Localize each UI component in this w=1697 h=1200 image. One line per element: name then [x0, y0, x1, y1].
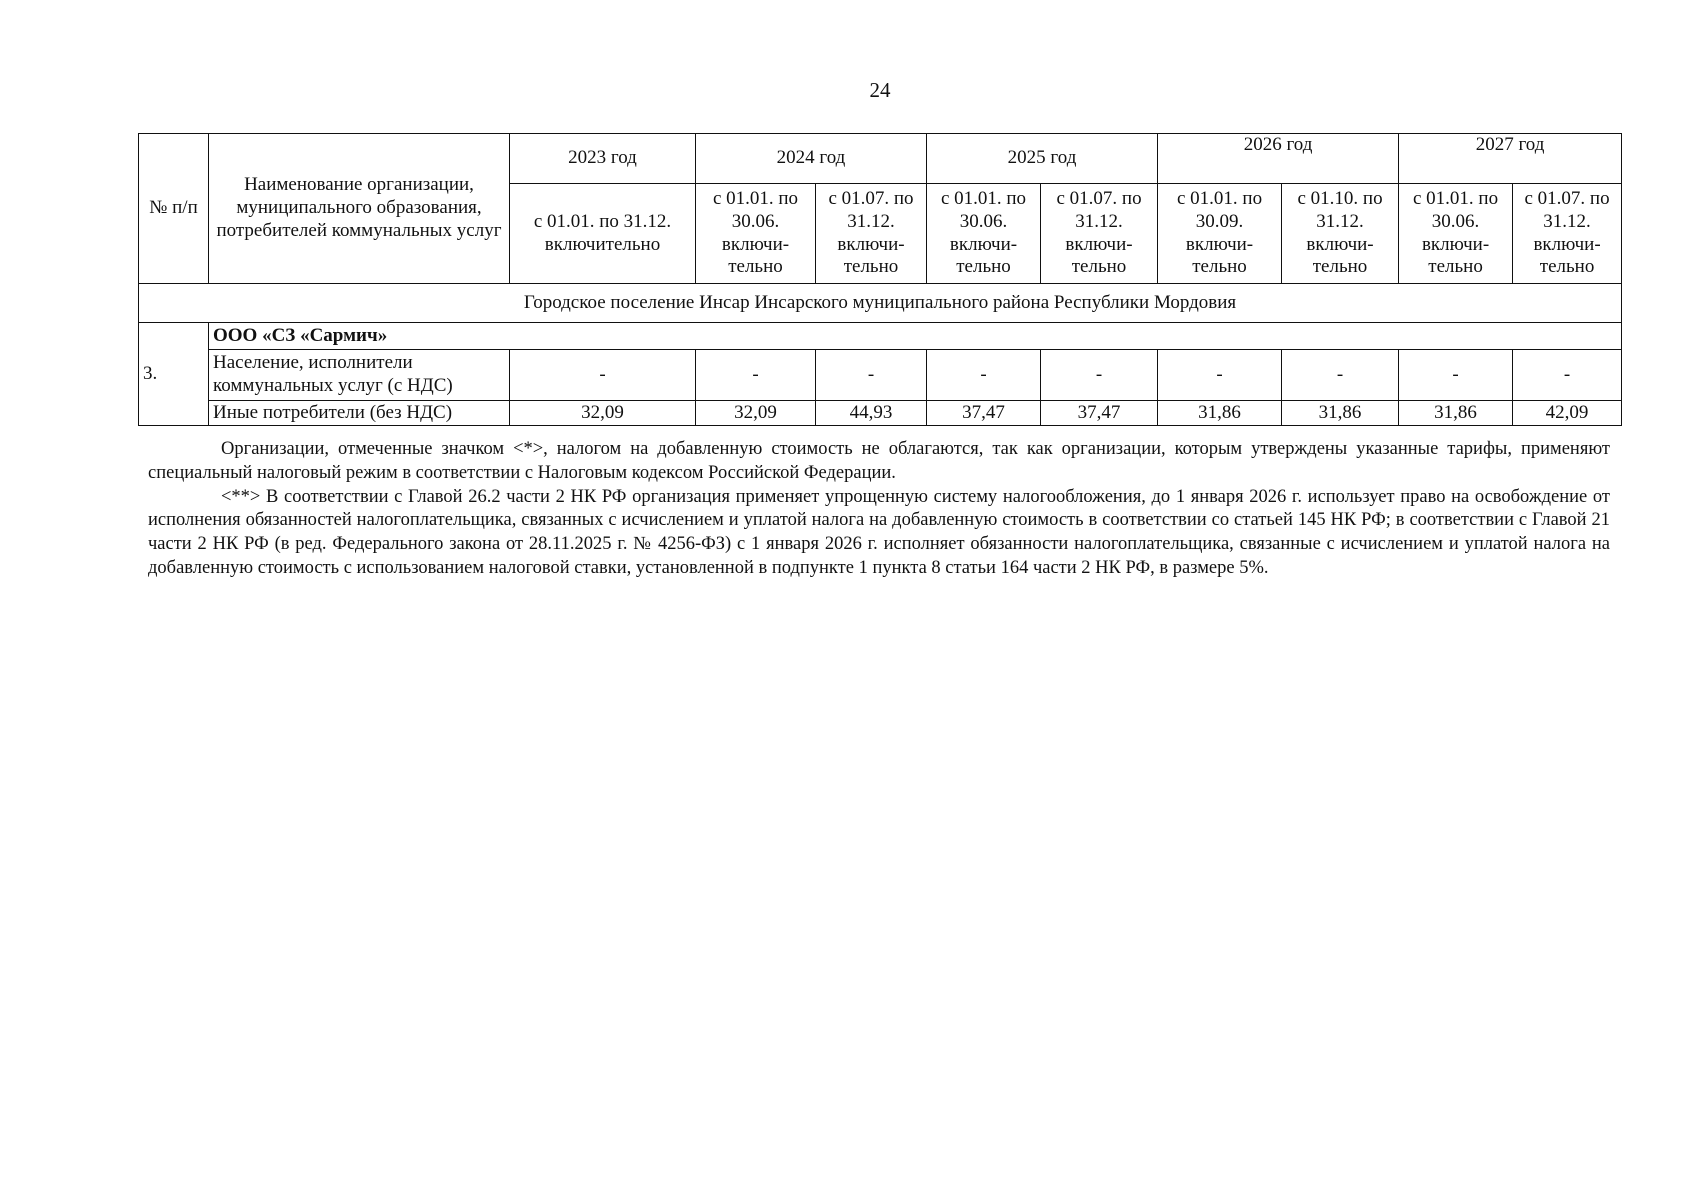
organization-name: ООО «СЗ «Сармич» [209, 323, 1622, 350]
period-header: с 01.01. по 31.12. включительно [510, 184, 696, 284]
footnote-simplified-tax: <**> В соответствии с Главой 26.2 части 2 НК РФ организация применяет упрощенную систему налогообложения, до 1 января 2026 г. использует право на освобождение от исполнения обязанностей налогоплательщика, связанных с исчислением и уплатой налога на добавленную стоимость в соответствии со статьей 145 НК РФ; в соответствии с Главой 21 части 2 НК РФ (в ред. Федерального закона от 28.11.2025 г. № 4256-ФЗ) с 1 января 2026 г. исполняет обязанности налогоплательщика, связанные с исчислением и уплатой налога на добавленную стоимость с использованием налоговой ставки, установленной в подпункте 1 пункта 8 статьи 164 части 2 НК РФ, в размере 5%. [148, 486, 1610, 578]
period-header: с 01.07. по 31.12. включи-тельно [1513, 184, 1622, 284]
tariff-value: 31,86 [1158, 401, 1282, 426]
year-header-2024: 2024 год [696, 134, 927, 184]
tariff-value: - [1041, 350, 1158, 401]
tariff-value: 37,47 [1041, 401, 1158, 426]
period-header: с 01.07. по 31.12. включи-тельно [1041, 184, 1158, 284]
year-header-2026: 2026 год [1158, 134, 1399, 184]
period-header: с 01.01. по 30.06. включи-тельно [927, 184, 1041, 284]
tariff-value: - [1158, 350, 1282, 401]
col-name-header: Наименование организации, муниципального образования, потребителей коммунальных услуг [209, 134, 510, 284]
region-row [139, 284, 1622, 323]
tariff-value: - [927, 350, 1041, 401]
tariff-table [138, 133, 1622, 426]
tariff-value: 31,86 [1282, 401, 1399, 426]
year-header-2027: 2027 год [1399, 134, 1622, 184]
col-number-header: № п/п [139, 134, 209, 284]
tariff-value: - [1282, 350, 1399, 401]
tariff-value: 32,09 [510, 401, 696, 426]
table-row [139, 350, 1622, 401]
region-name: Городское поселение Инсар Инсарского муниципального района Республики Мордовия [139, 284, 1622, 323]
period-header: с 01.01. по 30.06. включи-тельно [696, 184, 816, 284]
tariff-value: 44,93 [816, 401, 927, 426]
year-header-2023: 2023 год [510, 134, 696, 184]
year-header-2025: 2025 год [927, 134, 1158, 184]
table-row [139, 401, 1622, 426]
consumer-label: Население, исполнители коммунальных услуг (с НДС) [209, 350, 510, 401]
period-header: с 01.01. по 30.09. включи-тельно [1158, 184, 1282, 284]
tariff-value: 42,09 [1513, 401, 1622, 426]
tariff-value: - [1513, 350, 1622, 401]
footnotes [148, 438, 1610, 581]
page-number: 24 [869, 78, 891, 102]
tariff-value: 37,47 [927, 401, 1041, 426]
tariff-value: - [816, 350, 927, 401]
row-number: 3. [139, 323, 209, 426]
tariff-value: - [696, 350, 816, 401]
tariff-value: 32,09 [696, 401, 816, 426]
tariff-value: 31,86 [1399, 401, 1513, 426]
tariff-value: - [1399, 350, 1513, 401]
consumer-label: Иные потребители (без НДС) [209, 401, 510, 426]
period-header: с 01.07. по 31.12. включи-тельно [816, 184, 927, 284]
footnote-vat-exempt: Организации, отмеченные значком <*>, налогом на добавленную стоимость не облагаются, так как организации, которым утверждены указанные тарифы, применяют специальный налоговый режим в соответствии с Налоговым кодексом Российской Федерации. [148, 439, 1610, 483]
period-header: с 01.10. по 31.12. включи-тельно [1282, 184, 1399, 284]
period-header: с 01.01. по 30.06. включи-тельно [1399, 184, 1513, 284]
organization-row [139, 323, 1622, 350]
tariff-value: - [510, 350, 696, 401]
header-row-years [139, 134, 1622, 184]
